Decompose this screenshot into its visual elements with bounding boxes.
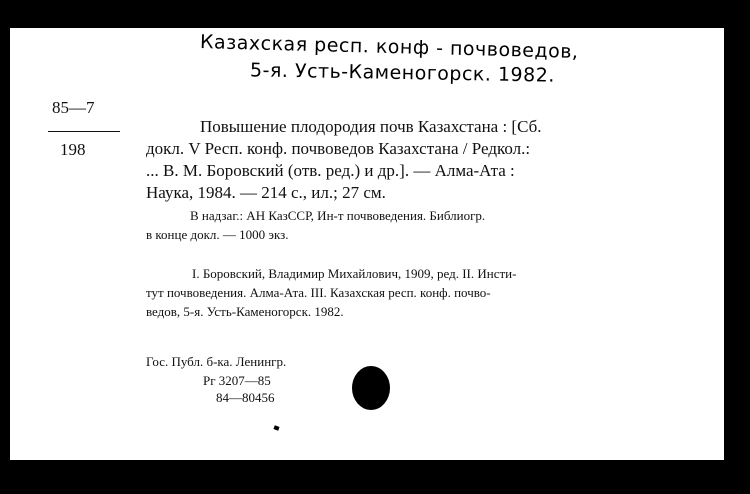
handwritten-line-1: Казахская респ. конф - почвоведов, bbox=[199, 31, 579, 63]
library-number: 84—80456 bbox=[216, 390, 275, 405]
entry-line-2: докл. V Респ. конф. почвоведов Казахстана / Редкол.: bbox=[146, 139, 531, 158]
tracing-line-3: ведов, 5-я. Усть-Каменогорск. 1982. bbox=[146, 304, 344, 319]
note-line-2: в конце докл. — 1000 экз. bbox=[146, 227, 289, 242]
note-line-1: В надзаг.: АН КазССР, Ин-т почвоведения. Библиогр. bbox=[190, 208, 486, 223]
tracing-line-1: I. Боровский, Владимир Михайлович, 1909, ред. II. Инсти- bbox=[192, 266, 517, 281]
library-code: Рг 3207—85 bbox=[203, 373, 271, 388]
library-name: Гос. Публ. б-ка. Ленингр. bbox=[146, 354, 287, 369]
entry-line-4: Наука, 1984. — 214 с., ил.; 27 см. bbox=[146, 183, 386, 202]
punch-hole bbox=[352, 366, 390, 410]
classification-divider bbox=[48, 131, 120, 132]
classification-bottom: 198 bbox=[60, 140, 86, 159]
scan-border bbox=[724, 0, 750, 494]
tracing-line-2: тут почвоведения. Алма-Ата. III. Казахская респ. конф. почво- bbox=[146, 285, 491, 300]
entry-line-3: ... В. М. Боровский (отв. ред.) и др.]. — Алма-Ата : bbox=[146, 161, 515, 180]
entry-line-1: Повышение плодородия почв Казахстана : [Сб. bbox=[200, 117, 542, 136]
handwritten-line-2: 5-я. Усть-Каменогорск. 1982. bbox=[249, 59, 556, 87]
classification-top: 85—7 bbox=[52, 98, 95, 117]
